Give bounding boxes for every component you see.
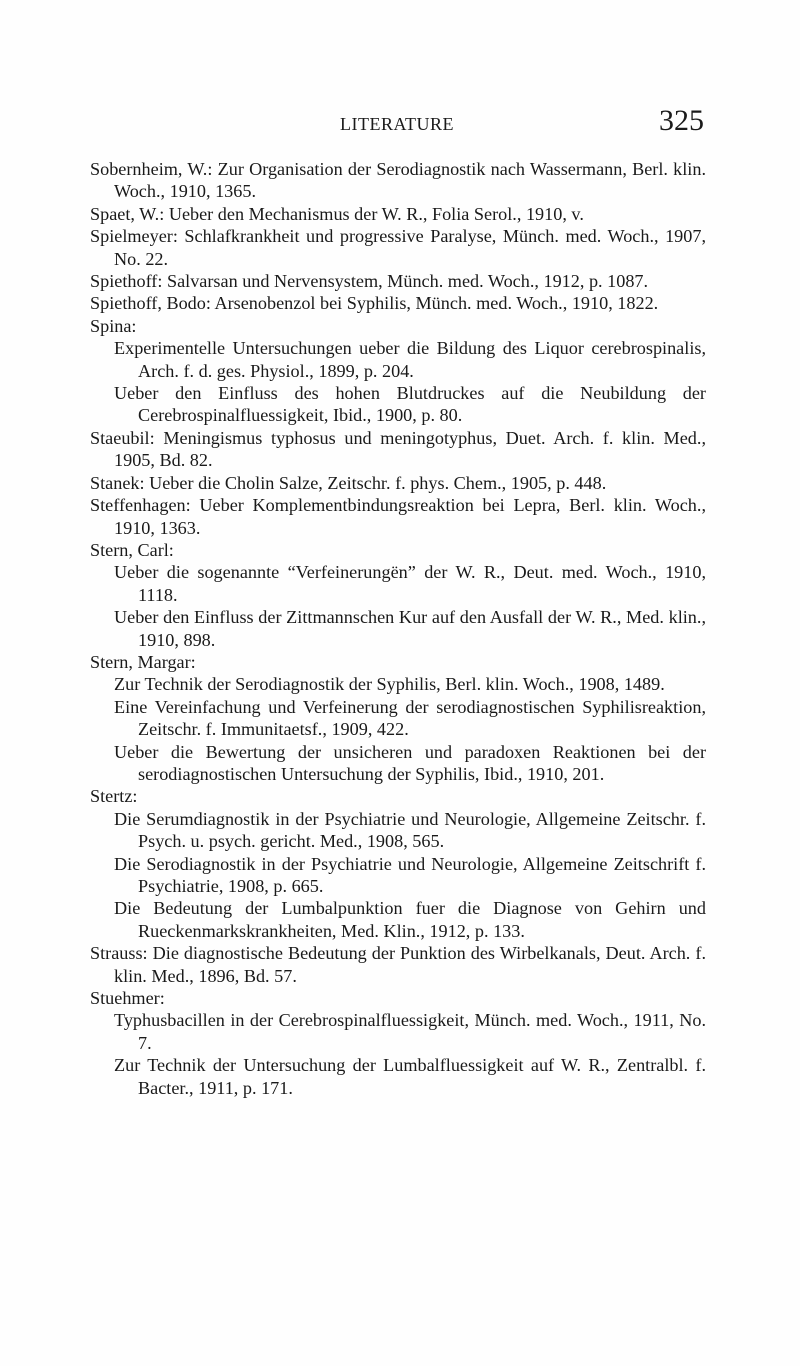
- reference-entry: Staeubil: Meningismus typhosus und meningotyphus, Duet. Arch. f. klin. Med., 1905, Bd. 82.: [90, 427, 706, 471]
- reference-entry: Spiethoff, Bodo: Arsenobenzol bei Syphilis, Münch. med. Woch., 1910, 1822.: [90, 293, 659, 314]
- reference-subentry: Die Bedeutung der Lumbalpunktion fuer die Diagnose von Gehirn und Rueckenmarkskrankheiten, Med. Klin., 1912, p. 133.: [114, 898, 706, 941]
- reference-author-heading: Stertz:: [90, 786, 138, 807]
- reference-subentry: Ueber die sogenannte “Verfeinerungën” der W. R., Deut. med. Woch., 1910, 1118.: [114, 562, 706, 605]
- reference-subentry: Experimentelle Untersuchungen ueber die Bildung des Liquor cerebrospinalis, Arch. f. d. ges. Physiol., 1899, p. 204.: [114, 338, 706, 381]
- reference-entry: Strauss: Die diagnostische Bedeutung der Punktion des Wirbelkanals, Deut. Arch. f. klin. Med., 1896, Bd. 57.: [90, 943, 706, 986]
- reference-subentry: Zur Technik der Serodiagnostik der Syphilis, Berl. klin. Woch., 1908, 1489.: [114, 674, 665, 695]
- reference-subentry: Typhusbacillen in der Cerebrospinalfluessigkeit, Münch. med. Woch., 1911, No. 7.: [114, 1010, 706, 1053]
- reference-subentry: Die Serumdiagnostik in der Psychiatrie und Neurologie, Allgemeine Zeitschr. f. Psych. u. psych. gericht. Med., 1908, 565.: [114, 808, 706, 852]
- reference-entry: Steffenhagen: Ueber Komplementbindungsreaktion bei Lepra, Berl. klin. Woch., 1910, 1363.: [90, 495, 706, 538]
- reference-subentry: Ueber die Bewertung der unsicheren und paradoxen Reaktionen bei der serodiagnostischen Untersuchung der Syphilis, Ibid., 1910, 201.: [114, 741, 706, 784]
- running-head: [90, 104, 704, 144]
- reference-subentry: Zur Technik der Untersuchung der Lumbalfluessigkeit auf W. R., Zentralbl. f. Bacter., 1911, p. 171.: [114, 1055, 706, 1098]
- reference-subentry: Eine Vereinfachung und Verfeinerung der serodiagnostischen Syphilisreaktion, Zeitschr. f. Immunitaetsf., 1909, 422.: [114, 696, 706, 740]
- reference-author-heading: Spina:: [90, 315, 137, 336]
- reference-entry: Sobernheim, W.: Zur Organisation der Serodiagnostik nach Wassermann, Berl. klin. Woch., 1910, 1365.: [90, 159, 706, 202]
- reference-subentry: Ueber den Einfluss der Zittmannschen Kur auf den Ausfall der W. R., Med. klin., 1910, 898.: [114, 607, 706, 650]
- reference-entry: Spielmeyer: Schlafkrankheit und progressive Paralyse, Münch. med. Woch., 1907, No. 22.: [90, 226, 706, 269]
- reference-entry: Spaet, W.: Ueber den Mechanismus der W. R., Folia Serol., 1910, v.: [90, 203, 584, 224]
- reference-entry: Stanek: Ueber die Cholin Salze, Zeitschr. f. phys. Chem., 1905, p. 448.: [90, 472, 607, 493]
- reference-author-heading: Stuehmer:: [90, 988, 165, 1009]
- reference-list: [90, 158, 706, 1099]
- reference-author-heading: Stern, Carl:: [90, 539, 174, 560]
- reference-author-heading: Stern, Margar:: [90, 651, 196, 672]
- page-number: 325: [659, 104, 704, 137]
- reference-entry: Spiethoff: Salvarsan und Nervensystem, Münch. med. Woch., 1912, p. 1087.: [90, 271, 649, 292]
- running-title: LITERATURE: [340, 114, 454, 134]
- reference-subentry: Die Serodiagnostik in der Psychiatrie und Neurologie, Allgemeine Zeitschrift f. Psychiatrie, 1908, p. 665.: [114, 853, 706, 896]
- reference-subentry: Ueber den Einfluss des hohen Blutdruckes auf die Neubildung der Cerebrospinalfluessigkeit, Ibid., 1900, p. 80.: [114, 383, 706, 426]
